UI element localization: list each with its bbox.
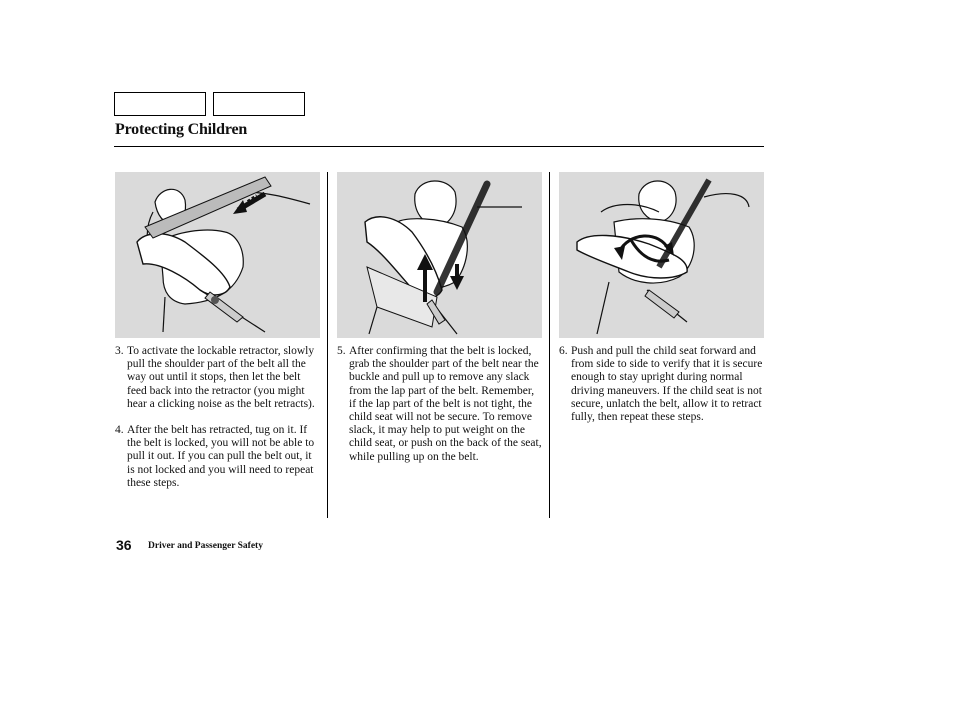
child-seat-remove-slack-illustration (337, 172, 542, 338)
step-item (115, 424, 321, 490)
instruction-column-1 (115, 345, 321, 503)
column-divider (549, 172, 550, 518)
instruction-column-2 (337, 345, 543, 477)
step-item (559, 345, 765, 424)
header-tab-2 (213, 92, 305, 116)
child-seat-push-pull-illustration (559, 172, 764, 338)
header-tab-1 (114, 92, 206, 116)
step-number: 4. (115, 424, 124, 437)
step-number: 6. (559, 345, 568, 357)
page-number: 36 (116, 537, 132, 553)
step-number: 3. (115, 345, 124, 357)
step-item (115, 345, 321, 411)
title-rule (114, 146, 764, 147)
step-text: To activate the lockable retractor, slowly pull the shoulder part of the belt all the way out until it stops, then let the belt feed back into the retractor (you might hear a clicking noise as the belt retracts). (127, 345, 315, 410)
step-text: Push and pull the child seat forward and from side to side to verify that it is secure enough to stay upright during normal driving maneuvers. If the child seat is not secure, unlatch the belt, allow it to retract fully, then repeat these steps. (571, 345, 763, 424)
step-number: 5. (337, 345, 346, 357)
step-text: After the belt has retracted, tug on it. If the belt is locked, you will not be able to pull it out. If you can pull the belt out, it is not locked and you will need to repeat these steps. (127, 424, 315, 489)
column-divider (327, 172, 328, 518)
step-item (337, 345, 543, 464)
page-title: Protecting Children (115, 121, 248, 138)
step-text: After confirming that the belt is locked, grab the shoulder part of the belt near the buckle and pull up to remove any slack from the lap part of the belt. Remember, if the lap part of the belt is not tight, the child seat will not be secure. To remove slack, it may help to put weight on the child seat, or push on the back of the seat, while pulling up on the belt. (349, 345, 542, 463)
instruction-column-3 (559, 345, 765, 437)
section-title: Driver and Passenger Safety (148, 541, 263, 551)
child-seat-retractor-illustration (115, 172, 320, 338)
